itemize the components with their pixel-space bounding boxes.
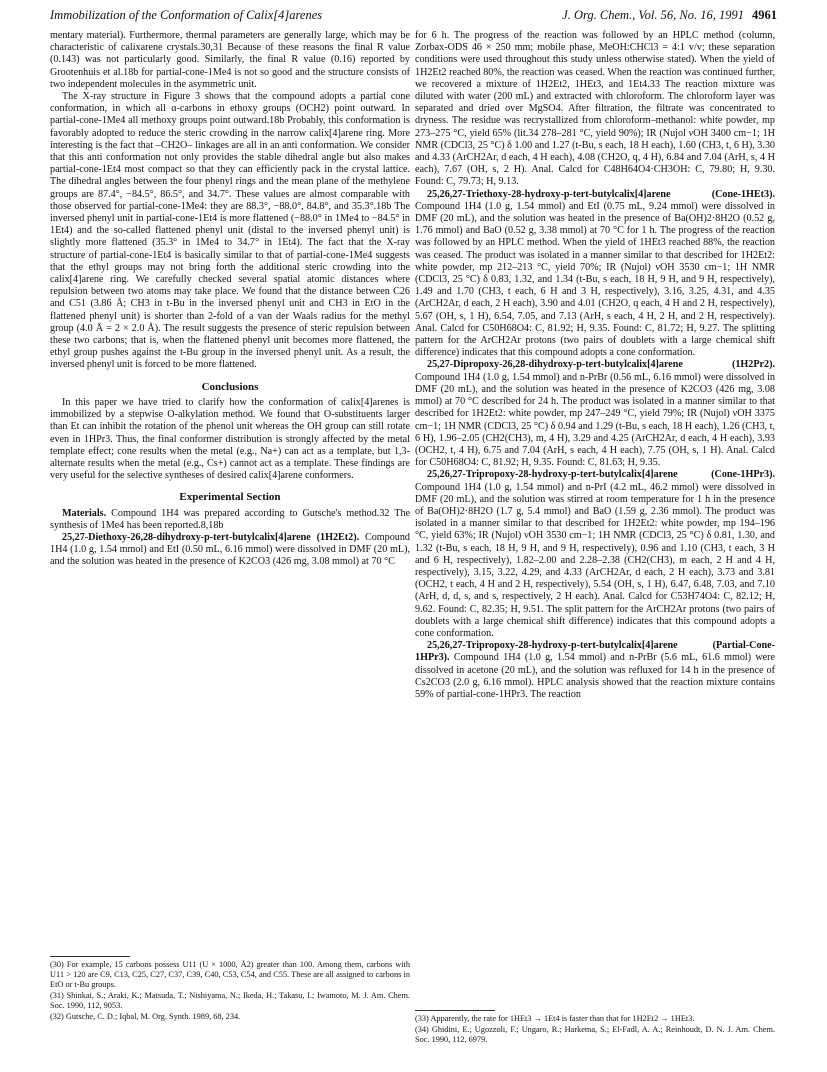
paragraph-body: Compound 1H4 (1.0 g, 1.54 mmol) and n-PrBr (0.56 mL, 6.16 mmol) were dissolved in DMF (20 mL), and the solution was heated in the presence of K2CO3 (426 mg, 3.08 mmol) at 70 °C described for 24 h. The product was isolated in a manner similar to that described for 1H2Et2: white powder, mp 247–249 °C, yield 79%; IR (Nujol) νOH 3375 cm−1; 1H NMR (CDCl3, 25 °C) δ 0.94 and 1.29 (t-Bu, s each, 18 H each), 1.26 (CH3, t, 6 H), 1.96–2.05 (CH2(CH3), m, 4 H), 3.29 and 4.25 (ArCH2Ar, d each, 4 H each), 3.93 (OCH2, t, 4 H), 6.75 and 7.04 (ArH, s each, 4 H each), 7.75 (OH, s, 1 H). Anal. Calcd for C50H68O4: C, 81.92; H, 9.35. Found: C, 81.63; H, 9.35. — [415, 371, 775, 469]
footnote: (32) Gutsche, C. D.; Iqbal, M. Org. Synth. 1989, 68, 234. — [50, 1012, 241, 1021]
footnote-divider — [50, 956, 130, 957]
footnote: (33) Apparently, the rate for 1HEt3 → 1Et4 is faster than that for 1H2Et2 → 1HEt3. — [415, 1014, 695, 1023]
running-title: Immobilization of the Conformation of Calix[4]arenes — [50, 8, 323, 22]
paragraph-lead: 25,27-Diethoxy-26,28-dihydroxy-p-tert-butylcalix[4]arene (1H2Et2). — [62, 531, 360, 543]
experimental-heading: Experimental Section — [179, 491, 281, 504]
paragraph — [415, 469, 775, 640]
footnote-divider — [415, 1010, 495, 1011]
paragraph-lead: 25,26,27-Tripropoxy-28-hydroxy-p-tert-butylcalix[4]arene (Cone-1HPr3). — [427, 469, 775, 481]
page-number: 4961 — [752, 8, 777, 22]
paragraph-lead: 25,26,27-Tripropoxy-28-hydroxy-p-tert-butylcalix[4]arene (Partial-Cone-1HPr3). — [415, 640, 775, 664]
paragraph — [415, 189, 775, 360]
footnotes-left — [50, 960, 410, 1023]
paragraph — [415, 359, 775, 469]
paragraph-lead: 25,27-Dipropoxy-26,28-dihydroxy-p-tert-butylcalix[4]arene (1H2Pr2). — [427, 359, 775, 371]
right-column — [415, 30, 775, 701]
paragraph-body: Compound 1H4 (1.0 g, 1.54 mmol) and n-PrI (4.2 mL, 46.2 mmol) were dissolved in DMF (20 mL), and the solution was stirred at room temperature for 1 h in the presence of Ba(OH)2·8H2O (1.7 g, 5.4 mmol) and BaO (1.59 g, 2.36 mmol). The product was isolated in a manner similar to that described for 1H2Et2: white powder, mp 194–196 °C, yield 63%; IR (Nujol) νOH 3530 cm−1; 1H NMR (CDCl3, 25 °C) δ 0.81, 1.30, and 1.32 (t-Bu, s each, 18 H, 9 H, and 9 H, respectively), 0.96 and 1.10 (CH3, t each, 3 H and 6 H, respectively), 1.82–2.00 and 2.28–2.38 (CH2(CH3), m each, 2 H and 4 H, respectively), 3.15, 3.22, 4.29, and 4.33 (ArCH2Ar, d each, 2 H each), 3.73 and 3.81 (OCH2, t each, 4 H and 2 H, respectively), 5.54 (OH, s, 1 H), 6.47, 6.48, 7.03, and 7.10 (ArH, d, d, s, and s, respectively, 2 H each). Anal. Calcd for C53H74O4: C, 82.12; H, 9.62. Found: C, 82.35; H, 9.51. The split pattern for the ArCH2Ar protons (two pairs of doublets with a large chemical shift difference) indicates that this compound adopts a cone conformation. — [415, 481, 775, 639]
paragraph: In this paper we have tried to clarify how the conformation of calix[4]arenes is immobilized by a stepwise O-alkylation method. We found that O-substituents larger than Et can inhibit the rotation of the phenol unit whereas the OH group can still rotate even in 1HPr3. Thus, the final conformer distribution is strongly affected by the metal template effect; cone results when the metal (e.g., Na+) can act as a template, but 1,3-alternate results when the metal (e.g., Cs+) cannot act as a template. These findings are very useful for the selective syntheses of desired calix[4]arene conformers. — [50, 396, 410, 482]
paragraph — [415, 640, 775, 701]
paragraph: mentary material). Furthermore, thermal parameters are generally large, which may be characteristic of calixarene crystals.30,31 Because of these reasons the final R value (0.143) was not particularly good. Similarly, the final R value (0.16) reported by Grootenhuis et al.18b for partial-cone-1Me4 is not so good and the structure consists of two independent molecules in the asymmetric unit. — [50, 30, 410, 90]
left-column — [50, 30, 410, 569]
paragraph — [50, 532, 410, 569]
paragraph: The X-ray structure in Figure 3 shows that the compound adopts a partial cone conformation, in which all α-carbons in ethoxy groups (OCH2) point outward. In partial-cone-1Me4 all methoxy groups point outward.18b Probably, this conformation is favorably adopted to reduce the steric crowding in the narrow calix[4]arene ring. More interesting is the fact that –CH2O– linkages are all in an anti conformation. We consider that this anti conformation not only provides the stable dihedral angle but also makes partial-cone-1Et4 most compact so that they can efficiently pack in the crystal lattice. The dihedral angles between the four phenyl rings and the mean plane of the methylene groups are 87.4°, −84.5°, 86.5°, and 34.7°. These values are almost comparable with those observed for partial-cone-1Me4: they are 88.3°, −88.0°, 84.8°, and 35.3°.18b The inversed phenyl unit in partial-cone-1Et4 is more flattened (−88.0° in 1Me4 to −84.5° in 1Et4) and the so-called flattened phenyl unit (distal to the inversed phenyl unit) is slightly more flattened (35.3° in 1Me4 to 34.7° in 1Et4). The fact that the X-ray structure of partial-cone-1Et4 is basically similar to that of partial-cone-1Me4 suggests that the ethyl groups may not bring forth the additional steric crowding into the calix[4]arene ring. We carefully checked several spatial atomic distances where repulsion between two atoms may take place. We found that the distance between C26 and C51 (3.86 Å; CH3 in t-Bu in the inversed phenyl unit and CH3 in EtO in the flattened phenyl unit) is shorter than 2-fold of a van der Waals radius for the methyl group (4.0 Å = 2 × 2.0 Å). The result suggests the presence of steric repulsion between these two carbons; that is, when the flattened phenyl unit becomes more flattened, the ethyl group pushes against the t-Bu group in the inversed phenyl unit. As a result, the inversed phenyl unit is forced to be more flattened. — [50, 91, 410, 371]
paragraph-body: Compound 1H4 (1.0 g, 1.54 mmol) and n-PrBr (5.6 mL, 61.6 mmol) were dissolved in acetone (20 mL), and the solution was refluxed for 14 h in the presence of Cs2CO3 (2.0 g, 6.16 mmol). HPLC analysis showed that the reaction mixture contains 59% of partial-cone-1HPr3. The reaction — [415, 652, 775, 700]
conclusions-heading: Conclusions — [201, 380, 259, 393]
journal-name: J. Org. Chem., Vol. 56, No. 16, 1991 — [562, 8, 744, 22]
paragraph-body: Compound 1H4 (1.0 g, 1.54 mmol) and EtI (0.50 mL, 6.16 mmol) were dissolved in DMF (20 mL), and the solution was heated in the presence of K2CO3 (426 mg, 3.08 mmol) at 70 °C — [50, 531, 410, 568]
footnote: (31) Shinkai, S.; Araki, K.; Matsuda, T.; Nishiyama, N.; Ikeda, H.; Takasu, I.; Iwamoto, M. J. Am. Chem. Soc. 1990, 112, 9053. — [50, 991, 410, 1010]
paragraph-body: Compound 1H4 (1.0 g, 1.54 mmol) and EtI (0.75 mL, 9.24 mmol) were dissolved in DMF (20 mL), and the solution was heated in the presence of Ba(OH)2·8H2O (0.52 g, 1.76 mmol) and BaO (0.52 g, 3.38 mmol) at 70 °C for 1 h. The progress of the reaction was followed by an HPLC method. When the yield of 1HEt3 reached 88%, the reaction was ceased. The product was isolated in a manner similar to that described for 1H2Et2: white powder, mp 212–213 °C, yield 70%; IR (Nujol) νOH 3530 cm−1; 1H NMR (CDCl3, 25 °C) δ 0.83, 1.32, and 1.34 (t-Bu, s each, 18 H, 9 H, and 9 H, respectively), 1.49 and 1.70 (CH3, t each, 6 H and 3 H, respectively), 3.16, 3.25, 4.31, and 4.35 (ArCH2Ar, d each, 2 H each), 3.90 and 4.01 (CH2O, q each, 4 H and 2 H, respectively), 5.67 (OH, s, 1 H), 6.54, 7.05, and 7.13 (ArH, s each, 4 H, 2 H, and 2 H, respectively). Anal. Calcd for C50H68O4: C, 81.92; H, 9.35. Found: C, 81.72; H, 9.27. The splitting pattern for the ArCH2Ar protons (two pairs of doublets with a large chemical shift difference) indicates that this compound adopts a cone conformation. — [415, 200, 775, 359]
page-header — [50, 8, 777, 28]
paragraph-lead: Materials. — [62, 507, 107, 519]
footnote: (34) Ghidini, E.; Ugozzoli, F.; Ungaro, R.; Harkema, S.; El-Fadl, A. A.; Reinhoudt, D. N. J. Am. Chem. Soc. 1990, 112, 6979. — [415, 1025, 775, 1044]
journal-citation — [562, 8, 777, 23]
paragraph — [50, 508, 410, 532]
paragraph-lead: 25,26,27-Triethoxy-28-hydroxy-p-tert-butylcalix[4]arene (Cone-1HEt3). — [427, 188, 775, 200]
paragraph-body: Compound 1H4 was prepared according to Gutsche's method.32 The synthesis of 1Me4 has been reported.8,18b — [50, 507, 410, 531]
footnote: (30) For example, 15 carbons possess U11 (U × 1000, Å2) greater than 100. Among them, carbons with U11 > 120 are C9, C13, C25, C27, C37, C39, C40, C53, C54, and C55. These are all assigned to carbons in EtO or t-Bu groups. — [50, 960, 410, 989]
paragraph: for 6 h. The progress of the reaction was followed by an HPLC method (column, Zorbax-ODS 46 × 250 mm; mobile phase, MeOH:CHCl3 = 4:1 v/v; these separation conditions were used throughout this study unless otherwise stated). When the yield of 1H2Et2 reached 80%, the reaction was ceased. When the reaction was continued further, we recovered a mixture of 1H2Et2, 1HEt3, and 1Et4.33 The reaction mixture was diluted with water (200 mL) and extracted with chloroform. The chloroform layer was separated and dried over MgSO4. After filtration, the filtrate was concentrated to dryness. The residue was recrystallized from chloroform–methanol: white powder, mp 273–275 °C, yield 65% (lit.34 278–281 °C, yield 90%); IR (Nujol νOH 3400 cm−1; 1H NMR (CDCl3, 25 °C) δ 1.00 and 1.27 (t-Bu, s each, 18 H each), 1.60 (CH3, t, 6 H), 3.30 and 4.33 (ArCH2Ar, d each, 4 H each), 4.08 (CH2O, q, 4 H), 6.84 and 7.04 (ArH, s, 4 H each), 7.67 (OH, s, 2 H). Anal. Calcd for C48H64O4·CH3OH: C, 79.80; H, 9.30. Found: C, 79.73; H, 9.13. — [415, 30, 775, 188]
footnotes-right — [415, 1014, 775, 1046]
